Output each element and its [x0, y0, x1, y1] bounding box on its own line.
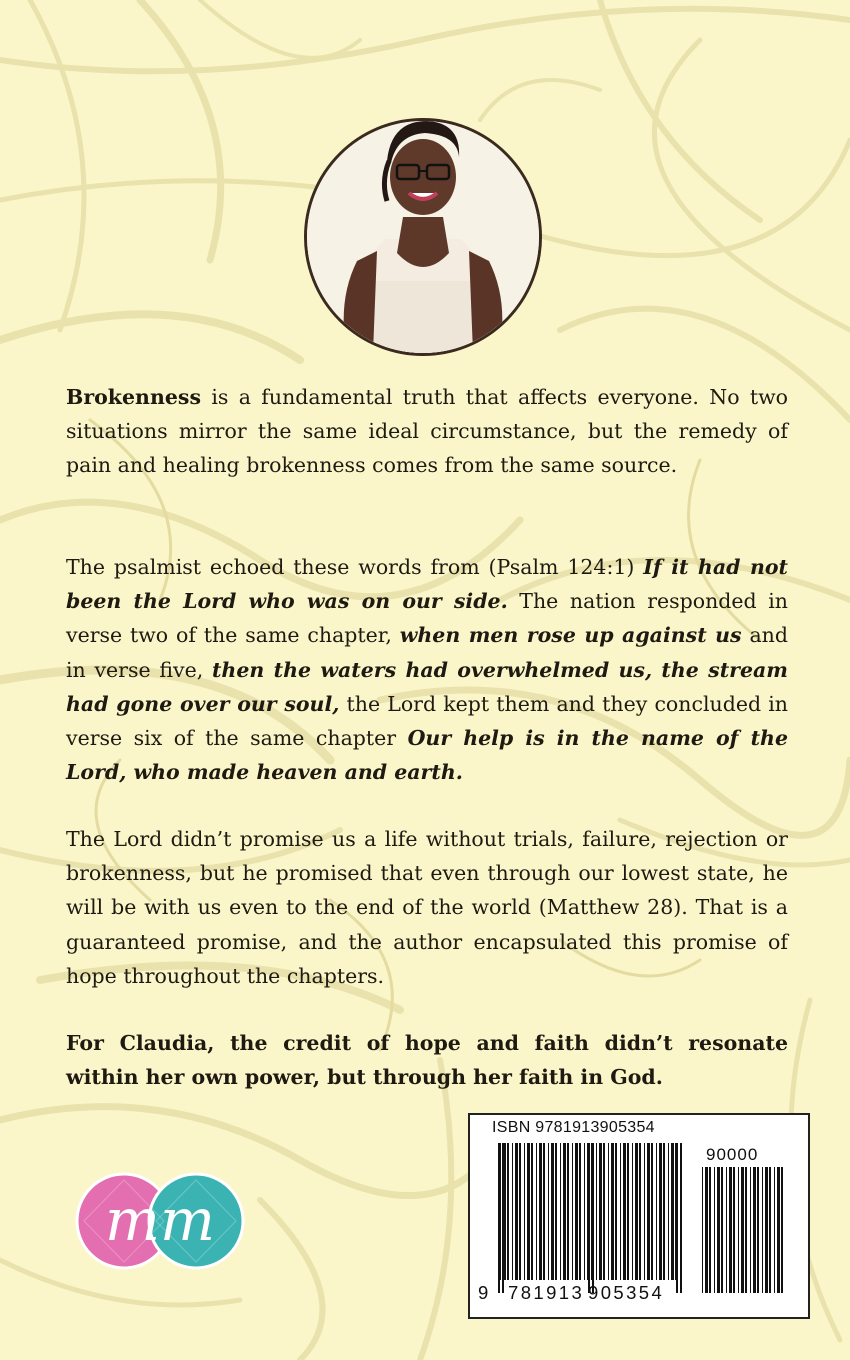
- barcode-bar: [721, 1167, 723, 1293]
- barcode-bar: [647, 1143, 650, 1280]
- barcode-digits-right: 905354: [588, 1282, 665, 1303]
- barcode-guard-bar: [592, 1143, 594, 1293]
- barcode-bar: [714, 1167, 715, 1293]
- barcode-bar: [733, 1167, 735, 1293]
- barcode-bar: [531, 1143, 533, 1280]
- author-portrait: [304, 118, 542, 356]
- barcode-digits-left: 781913: [508, 1282, 585, 1303]
- barcode-bar: [745, 1167, 747, 1293]
- barcode-bar: [635, 1143, 638, 1280]
- barcode-guard-bar: [498, 1143, 500, 1293]
- paragraph-text: is a fundamental truth that affects everyone. No two situations mirror the same ideal circumstance, but the remedy of pain and healing brokenness comes from the same source.: [66, 385, 788, 478]
- scripture-quote: If it had not been the Lord who was on our side.: [66, 555, 788, 614]
- barcode-bar: [753, 1167, 756, 1293]
- barcode-bar: [572, 1143, 573, 1280]
- paragraph-text: and in verse five,: [66, 623, 788, 682]
- barcode-bar: [519, 1143, 521, 1280]
- barcode-digit-first: 9: [478, 1282, 491, 1303]
- barcode-bar: [615, 1143, 617, 1280]
- barcode-guard-bar: [676, 1143, 678, 1293]
- barcode-bar: [507, 1143, 509, 1280]
- barcode-bar: [567, 1143, 569, 1280]
- barcode-bar: [536, 1143, 537, 1280]
- publisher-logo: [74, 1170, 246, 1272]
- barcode-bar: [705, 1167, 708, 1293]
- barcode-bar: [539, 1143, 542, 1280]
- barcode-bar: [596, 1143, 597, 1280]
- barcode-bar: [548, 1143, 549, 1280]
- barcode-bar: [651, 1143, 653, 1280]
- barcode-bar: [599, 1143, 602, 1280]
- paragraph-text: the Lord kept them and they concluded in verse six of the same chapter: [66, 691, 788, 751]
- barcode-bar: [781, 1167, 783, 1293]
- barcode-bar: [555, 1143, 557, 1280]
- barcode-bar: [512, 1143, 513, 1280]
- isbn-barcode: [468, 1113, 810, 1319]
- barcode-bar: [623, 1143, 626, 1280]
- barcode-bar: [500, 1143, 501, 1280]
- barcode-guard-bar: [680, 1143, 682, 1293]
- scripture-quote: Our help is in the name of the Lord, who made heaven and earth.: [66, 726, 788, 785]
- barcode-bar: [632, 1143, 633, 1280]
- barcode-bar: [524, 1143, 525, 1280]
- scripture-quote: then the waters had overwhelmed us, the stream had gone over our soul,: [66, 657, 788, 716]
- barcode-bar: [774, 1167, 775, 1293]
- barcode-bar: [627, 1143, 629, 1280]
- barcode-bar: [717, 1167, 720, 1293]
- barcode-bar: [738, 1167, 739, 1293]
- barcode-bar: [611, 1143, 614, 1280]
- isbn-label: ISBN 9781913905354: [492, 1119, 655, 1136]
- barcode-guard-bar: [588, 1143, 590, 1293]
- paragraph-claudia: For Claudia, the credit of hope and faith didn’t resonate within her own power, but through her faith in God.: [66, 1031, 788, 1090]
- barcode-bar: [551, 1143, 554, 1280]
- logo-text: mm: [105, 1186, 215, 1254]
- barcode-guard-bar: [502, 1143, 504, 1293]
- barcode-bar: [579, 1143, 581, 1280]
- barcode-bar: [757, 1167, 759, 1293]
- barcode-bar: [777, 1167, 780, 1293]
- barcode-bar: [659, 1143, 662, 1280]
- barcode-bar: [527, 1143, 530, 1280]
- barcode-bar: [741, 1167, 744, 1293]
- paragraph-text: The psalmist echoed these words from (Psalm 124:1): [66, 555, 644, 579]
- barcode-bar: [639, 1143, 641, 1280]
- paragraph-psalm: [66, 550, 788, 789]
- barcode-bar: [762, 1167, 763, 1293]
- barcode-bar: [729, 1167, 732, 1293]
- barcode-bar: [620, 1143, 621, 1280]
- price-code: 90000: [706, 1145, 759, 1164]
- barcode-bar: [603, 1143, 605, 1280]
- barcode-bar: [663, 1143, 665, 1280]
- barcode-bar: [709, 1167, 711, 1293]
- barcode-bar: [575, 1143, 578, 1280]
- barcode-bar: [656, 1143, 657, 1280]
- barcode-bar: [560, 1143, 561, 1280]
- paragraph-text: The nation responded in verse two of the same chapter,: [66, 589, 789, 648]
- paragraph-promise: The Lord didn’t promise us a life without trials, failure, rejection or brokenness, but he promised that even through our lowest state, he will be with us even to the end of the world (Matthew 28). That is a guaranteed promise, and the author encapsulated this promise of hope throughout the chapters.: [66, 827, 788, 988]
- barcode-bar: [584, 1143, 585, 1280]
- barcode-bar: [726, 1167, 727, 1293]
- barcode-bar: [765, 1167, 768, 1293]
- paragraph-brokenness: [66, 380, 788, 483]
- barcode-bar: [671, 1143, 674, 1280]
- barcode-bar: [769, 1167, 771, 1293]
- barcode-bar: [608, 1143, 609, 1280]
- keyword-brokenness: Brokenness: [66, 385, 201, 409]
- barcode-bar: [668, 1143, 669, 1280]
- barcode-bar: [644, 1143, 645, 1280]
- scripture-quote: when men rose up against us: [399, 623, 742, 648]
- barcode-bar: [543, 1143, 545, 1280]
- barcode-bar: [515, 1143, 518, 1280]
- barcode-bar: [563, 1143, 566, 1280]
- barcode-bar: [702, 1167, 703, 1293]
- barcode-bar: [750, 1167, 751, 1293]
